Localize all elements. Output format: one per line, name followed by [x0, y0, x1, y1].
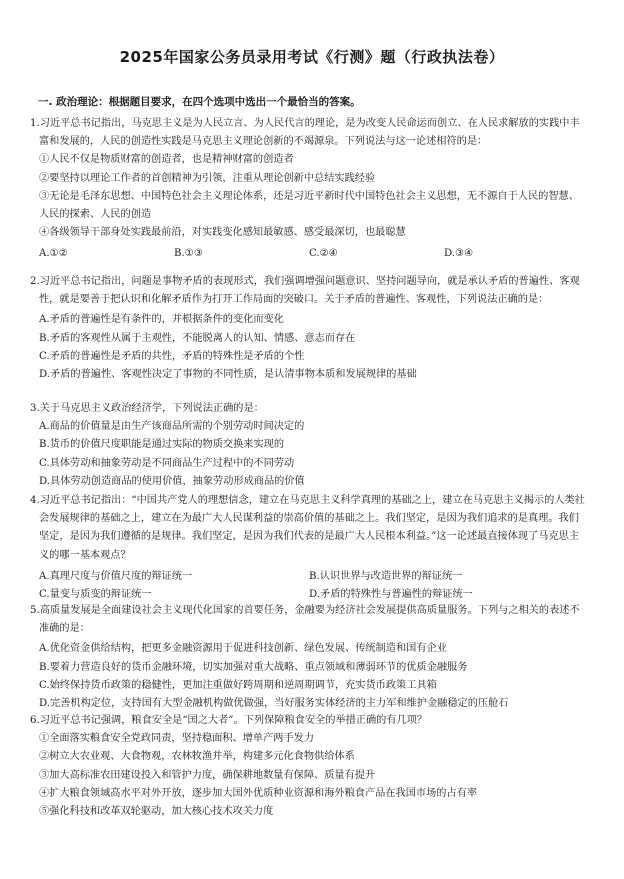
option-c: C.具体劳动和抽象劳动是不同商品生产过程中的不同劳动 — [39, 457, 295, 469]
option-a: A.矛盾的普遍性是有条件的，并根据条件的变化而变化 — [39, 314, 284, 326]
question-5 — [30, 602, 588, 713]
question-stem: 3.关于马克思主义政治经济学，下列说法正确的是： — [30, 403, 264, 414]
option-row — [30, 245, 588, 263]
option-a: A.优化资金供给结构，把更多金融资源用于促进科技创新、绿色发展、传统制造和国有企业 — [39, 643, 447, 655]
option-b: B.货币的价值尺度职能是通过实际的物质交换来实现的 — [39, 439, 285, 451]
option-b: B.认识世界与改造世界的辩证统一 — [309, 570, 463, 582]
statement: ④扩大粮食领域高水平对外开放，逐步加大国外优质种业资源和海外粮食产品在我国市场的占有率 — [39, 787, 478, 799]
option-a: A.真理尺度与价值尺度的辩证统一 — [39, 570, 193, 582]
option-b: B.要着力营造良好的货币金融环境，切实加强对重大战略、重点领域和薄弱环节的优质金融服务 — [39, 661, 468, 673]
statement: ③无论是毛泽东思想、中国特色社会主义理论体系，还是习近平新时代中国特色社会主义思想，无不源自于人民的智慧、人民的探索、人民的创造 — [39, 190, 579, 221]
question-stem: 6.习近平总书记强调，粮食安全是“国之大者”。下列保障粮食安全的举措正确的有几项？ — [30, 715, 428, 726]
question-2 — [30, 273, 588, 384]
option-c: C.始终保持货币政策的稳健性，更加注重做好跨周期和逆周期调节，充实货币政策工具箱 — [39, 679, 437, 691]
document-title: 2025年国家公务员录用考试《行测》题（行政执法卷） — [119, 48, 505, 66]
option-b: B.矛盾的客观性从属于主观性，不能脱离人的认知、情感、意志而存在 — [39, 332, 356, 344]
question-1 — [30, 115, 588, 264]
question-stem: 5.高质量发展是全面建设社会主义现代化国家的首要任务，金融要为经济社会发展提供高质量服务。下列与之相关的表述不准确的是： — [30, 605, 580, 635]
question-4 — [30, 492, 588, 604]
statement: ⑤强化科技和改革双轮驱动，加大核心技术攻关力度 — [39, 806, 274, 818]
option-d: D.矛盾的普遍性、客观性决定了事物的不同性质，是认清事物本质和发展规律的基础 — [39, 369, 417, 381]
option-c: C.矛盾的普遍性是矛盾的共性，矛盾的特殊性是矛盾的个性 — [39, 350, 305, 362]
option-b: B.①③ — [174, 248, 203, 260]
statement: ②要坚持以理论工作者的首创精神为引领，注重从理论创新中总结实践经验 — [39, 172, 376, 184]
question-3 — [30, 400, 588, 491]
option-d: D.完善机构定位，支持国有大型金融机构做优做强，当好服务实体经济的主力军和维护金融稳定的压舱石 — [39, 698, 509, 710]
statement: ①全面落实粮食安全党政同责，坚持稳面积、增单产两手发力 — [39, 733, 315, 745]
question-stem: 2.习近平总书记指出，问题是事物矛盾的表现形式，我们强调增强问题意识、坚持问题导向，就是承认矛盾的普遍性、客观性，就是要善于把认识和化解矛盾作为打开工作局面的突破口。关于矛盾的普遍性、客观性，下列说法正确的是： — [30, 276, 580, 306]
question-6 — [30, 712, 588, 821]
statement: ②树立大农业观、大食物观，农林牧渔并举，构建多元化食物供给体系 — [39, 751, 355, 763]
statement: ①人民不仅是物质财富的创造者，也是精神财富的创造者 — [39, 154, 294, 166]
option-d: D.矛盾的特殊性与普遍性的辩证统一 — [309, 589, 473, 601]
option-grid — [30, 568, 588, 604]
statement: ③加大高标准农田建设投入和管护力度，确保耕地数量有保障、质量有提升 — [39, 769, 376, 781]
question-stem: 1.习近平总书记指出，马克思主义是为人民立言、为人民代言的理论，是为改变人民命运而创立、在人民求解放的实践中丰富和发展的，人民的创造性实践是马克思主义理论创新的不竭源泉。下列说法与这一论述相符的是： — [30, 118, 580, 148]
statement: ④各级领导干部身处实践最前沿，对实践变化感知最敏感、感受最深切，也最聪慧 — [39, 227, 406, 239]
option-a: A.①② — [39, 248, 68, 260]
question-stem: 4.习近平总书记指出：“中国共产党人的理想信念，建立在马克思主义科学真理的基础之上，建立在马克思主义揭示的人类社会发展规律的基础之上，建立在为最广大人民谋利益的崇高价值的基础之上。我们坚定，是因为我们追求的是真理。我们坚定，是因为我们遵循的是规律。我们坚定，是因为我们代表的是最广大人民根本利益。”这一论述最直接体现了马克思主义的哪一基本观点？ — [30, 495, 585, 561]
option-a: A.商品的价值量是由生产该商品所需的个别劳动时间决定的 — [39, 421, 305, 433]
section-heading: 一. 政治理论：根据题目要求，在四个选项中选出一个最恰当的答案。 — [38, 96, 361, 108]
option-d: D.具体劳动创造商品的使用价值，抽象劳动形成商品的价值 — [39, 475, 305, 487]
option-c: C.②④ — [309, 248, 338, 260]
option-d: D.③④ — [444, 248, 474, 260]
option-c: C.量变与质变的辩证统一 — [39, 589, 152, 601]
